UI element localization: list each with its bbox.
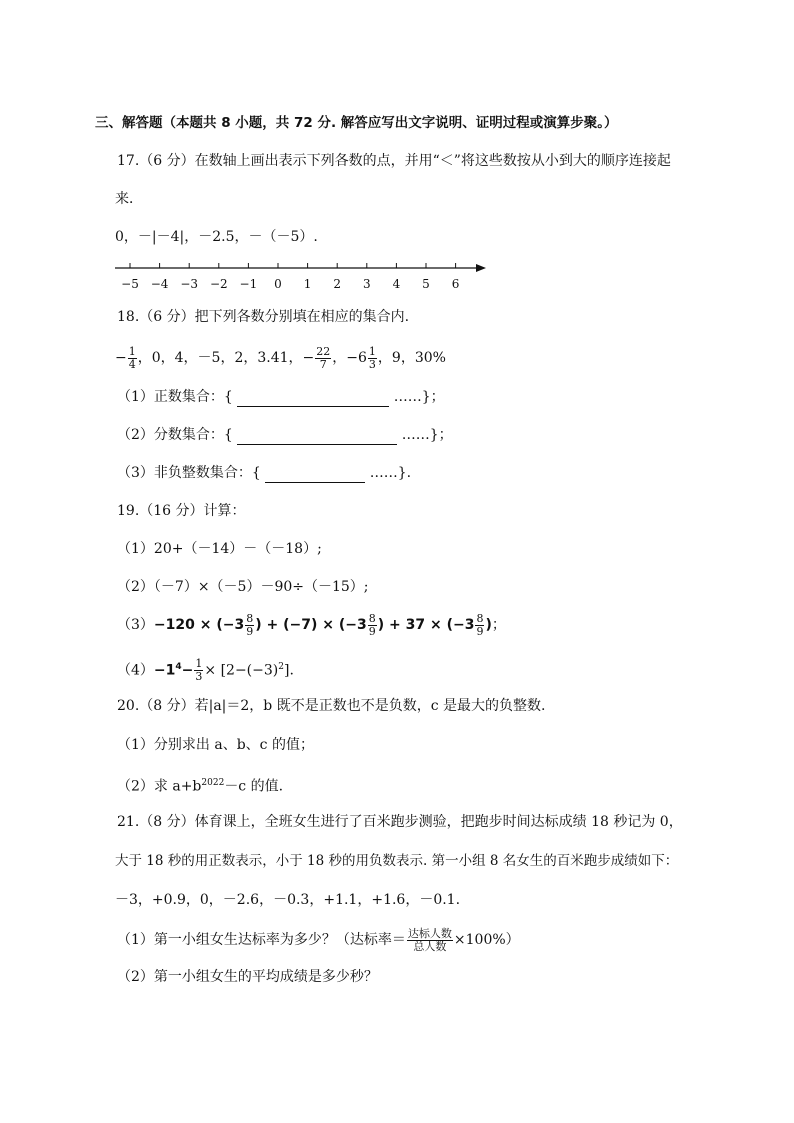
axis-tick-label: −1 bbox=[239, 277, 258, 291]
q19-title: 19.（16 分）计算： bbox=[117, 503, 246, 519]
p4-c: × [2−(−3) bbox=[204, 662, 279, 679]
q20-p2-exp: 2022 bbox=[201, 778, 225, 788]
fraction-3-den: 3 bbox=[368, 357, 376, 371]
axis-tick-label: 4 bbox=[392, 277, 401, 291]
axis-tick-label: −5 bbox=[121, 277, 139, 291]
q17-line2: 来． bbox=[115, 191, 143, 207]
set3-label: （3）非负整数集合：{ bbox=[117, 465, 261, 481]
axis-tick-label: 3 bbox=[362, 277, 371, 291]
p4-a: −1 bbox=[153, 662, 176, 679]
q21-p1-b: ×100%） bbox=[453, 932, 520, 948]
q18-set1 bbox=[117, 387, 445, 407]
q18-set2 bbox=[117, 425, 453, 445]
set2-tail: ……}； bbox=[401, 427, 453, 443]
q21-line2: 大于 18 秒的用正数表示，小于 18 秒的用负数表示. 第一小组 8 名女生的百米跑步成绩如下： bbox=[115, 853, 679, 869]
p3-c: ) + 37 × (−3 bbox=[377, 617, 475, 633]
p3-fraction-3 bbox=[475, 613, 484, 638]
p4-fraction bbox=[194, 658, 203, 683]
q19-p4 bbox=[117, 652, 294, 682]
numbers-sep: ， bbox=[332, 350, 347, 366]
mixed-whole: −6 bbox=[346, 350, 367, 366]
p4-label: （4） bbox=[117, 662, 154, 679]
p4-f-den: 3 bbox=[195, 670, 203, 684]
q19-p2: （2）（－7）×（－5）－90÷（－15）; bbox=[117, 579, 369, 595]
axis-tick-label: −3 bbox=[180, 277, 199, 291]
q19-p3 bbox=[117, 610, 506, 640]
p3-fraction-2 bbox=[368, 613, 377, 638]
q21-rate-num: 达标人数 bbox=[407, 926, 452, 940]
q18-title: 18.（6 分）把下列各数分别填在相应的集合内. bbox=[117, 309, 410, 325]
q21-data: －3，+0.9，0，－2.6，－0.3，+1.1，+1.6，－0.1. bbox=[115, 892, 461, 908]
fraction-1-num: 1 bbox=[128, 344, 136, 358]
p3-label: （3） bbox=[117, 617, 154, 633]
axis-tick-label: 5 bbox=[422, 277, 430, 291]
set1-blank[interactable] bbox=[237, 392, 389, 407]
set3-blank[interactable] bbox=[265, 468, 365, 483]
p4-b: − bbox=[181, 662, 194, 679]
fraction-2-den: 7 bbox=[319, 357, 327, 371]
p3-f1-num: 8 bbox=[246, 611, 254, 625]
axis-tick-label: 6 bbox=[451, 277, 460, 291]
axis-arrow bbox=[476, 264, 486, 272]
p3-a: −120 × (−3 bbox=[153, 617, 245, 633]
q21-p1-a: （1）第一小组女生达标率为多少？（达标率＝ bbox=[117, 932, 406, 948]
p4-exp2: 2 bbox=[278, 662, 284, 672]
q21-rate-den: 总人数 bbox=[413, 939, 447, 953]
set2-label: （2）分数集合：{ bbox=[117, 427, 233, 443]
q21-rate-fraction bbox=[407, 928, 453, 953]
fraction-1-den: 4 bbox=[128, 357, 136, 371]
axis-tick-label: −2 bbox=[209, 277, 228, 291]
q21-line1: 21.（8 分）体育课上，全班女生进行了百米跑步测验，把跑步时间达标成绩 18 秒记为 0， bbox=[117, 814, 683, 830]
axis-tick-label: −4 bbox=[150, 277, 169, 291]
p4-f-num: 1 bbox=[195, 657, 203, 671]
set3-tail: ……}. bbox=[369, 465, 412, 481]
q17-line1: 17.（6 分）在数轴上画出表示下列各数的点，并用“＜”将这些数按从小到大的顺序连接起 bbox=[117, 153, 671, 169]
axis-tick-label: 1 bbox=[303, 277, 312, 291]
q20-p2-a: （2）求 a+b bbox=[117, 778, 202, 795]
fraction-3-num: 1 bbox=[368, 344, 376, 358]
fraction-2-num: 22 bbox=[316, 344, 331, 358]
p3-b: ) + (−7) × (−3 bbox=[255, 617, 367, 633]
axis-ticks bbox=[121, 263, 459, 291]
p4-exp: 4 bbox=[175, 662, 182, 672]
q21-p2: （2）第一小组女生的平均成绩是多少秒？ bbox=[117, 969, 378, 985]
p3-f2-num: 8 bbox=[368, 611, 376, 625]
numbers-tail: ，9，30% bbox=[377, 350, 446, 366]
p3-f3-num: 8 bbox=[476, 611, 484, 625]
axis-tick-label: 0 bbox=[274, 277, 282, 291]
q21-p1 bbox=[117, 924, 520, 956]
p3-f1-den: 9 bbox=[246, 624, 254, 638]
fraction-2-sign: − bbox=[302, 350, 315, 366]
p4-d: ] bbox=[283, 662, 290, 679]
q18-set3 bbox=[117, 463, 411, 483]
q19-p1: （1）20+（－14）－（－18）; bbox=[117, 541, 322, 557]
p3-d: ) bbox=[485, 617, 492, 633]
set1-label: （1）正数集合：{ bbox=[117, 389, 233, 405]
q18-numbers bbox=[115, 343, 446, 373]
q20-title: 20.（8 分）若|a|＝2，b 既不是正数也不是负数，c 是最大的负整数. bbox=[117, 698, 546, 714]
fraction-3 bbox=[368, 346, 377, 371]
p3-end: ； bbox=[491, 617, 506, 633]
set1-tail: ……}； bbox=[393, 389, 445, 405]
number-line bbox=[110, 258, 490, 292]
set2-blank[interactable] bbox=[237, 430, 397, 445]
section-header: 三、解答题（本题共 8 小题，共 72 分. 解答应写出文字说明、证明过程或演算步聚。） bbox=[95, 115, 618, 131]
numbers-middle: ，0，4，－5，2，3.41， bbox=[137, 350, 303, 366]
p3-f3-den: 9 bbox=[476, 624, 484, 638]
p4-end: . bbox=[289, 662, 294, 679]
q20-p2-b: －c 的值. bbox=[224, 778, 284, 795]
fraction-2 bbox=[315, 346, 331, 371]
fraction-1 bbox=[128, 346, 137, 371]
fraction-1-sign: − bbox=[115, 350, 127, 366]
p3-fraction-1 bbox=[245, 613, 254, 638]
p3-f2-den: 9 bbox=[368, 624, 376, 638]
q20-p1: （1）分别求出 a、b、c 的值； bbox=[117, 737, 314, 753]
axis-tick-label: 2 bbox=[333, 277, 342, 291]
q17-numbers: 0，－|－4|，－2.5，－（－5）. bbox=[115, 229, 318, 245]
q20-p2 bbox=[117, 773, 283, 797]
